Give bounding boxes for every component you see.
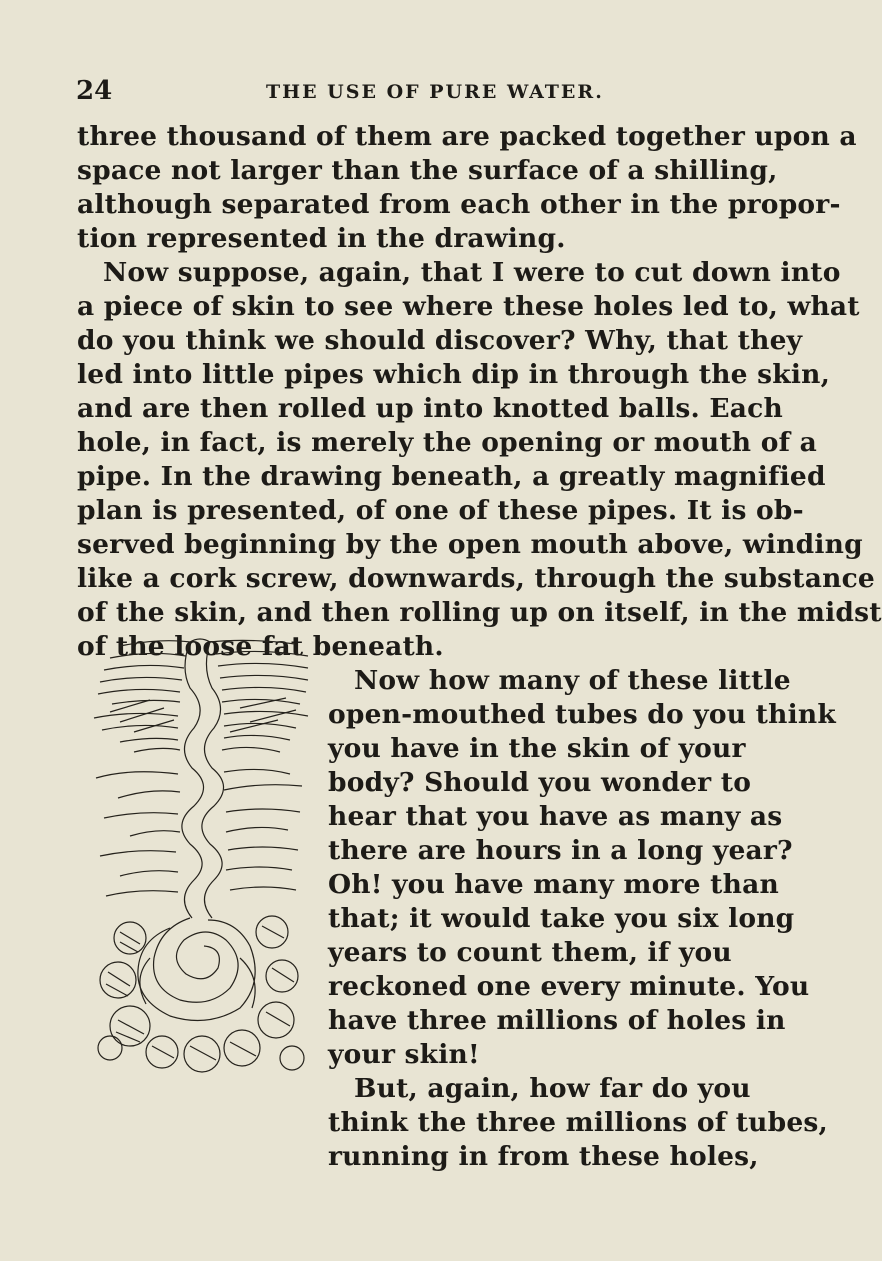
text-line: hole, in fact, is merely the opening or mouth of a	[77, 427, 817, 458]
text-line: that; it would take you six long	[328, 903, 795, 934]
text-line: have three millions of holes in	[328, 1005, 786, 1036]
text-line: like a cork screw, downwards, through the substance	[77, 563, 875, 594]
text-line: reckoned one every minute. You	[328, 971, 810, 1002]
text-line: Now suppose, again, that I were to cut down into	[103, 257, 841, 288]
text-line: space not larger than the surface of a shilling,	[77, 155, 778, 186]
text-line: you have in the skin of your	[328, 733, 746, 764]
text-line: a piece of skin to see where these holes led to, what	[77, 291, 860, 322]
sweat-gland-illustration	[90, 628, 312, 1076]
text-line: think the three millions of tubes,	[328, 1107, 828, 1138]
text-line: served beginning by the open mouth above, winding	[77, 529, 863, 560]
text-line: running in from these holes,	[328, 1141, 759, 1172]
text-line: years to count them, if you	[328, 937, 732, 968]
text-line: of the loose fat beneath.	[77, 631, 444, 662]
text-line: and are then rolled up into knotted balls. Each	[77, 393, 783, 424]
text-line: although separated from each other in the propor-	[77, 189, 841, 220]
text-line: tion represented in the drawing.	[77, 223, 566, 254]
text-line: pipe. In the drawing beneath, a greatly magnified	[77, 461, 826, 492]
text-line: three thousand of them are packed together upon a	[77, 121, 857, 152]
text-line: But, again, how far do you	[354, 1073, 751, 1104]
text-line: open-mouthed tubes do you think	[328, 699, 836, 730]
running-head: THE USE OF PURE WATER.	[266, 81, 604, 103]
text-line: plan is presented, of one of these pipes. It is ob-	[77, 495, 804, 526]
text-line: of the skin, and then rolling up on itself, in the midst	[77, 597, 882, 628]
text-line: body? Should you wonder to	[328, 767, 752, 798]
text-line: Now how many of these little	[354, 665, 791, 696]
text-line: Oh! you have many more than	[328, 869, 779, 900]
text-line: hear that you have as many as	[328, 801, 783, 832]
text-line: there are hours in a long year?	[328, 835, 793, 866]
text-line: led into little pipes which dip in through the skin,	[77, 359, 831, 390]
text-line: do you think we should discover? Why, that they	[77, 325, 803, 356]
page-number: 24	[76, 76, 113, 106]
page-header	[76, 76, 740, 106]
text-line: your skin!	[328, 1039, 480, 1070]
